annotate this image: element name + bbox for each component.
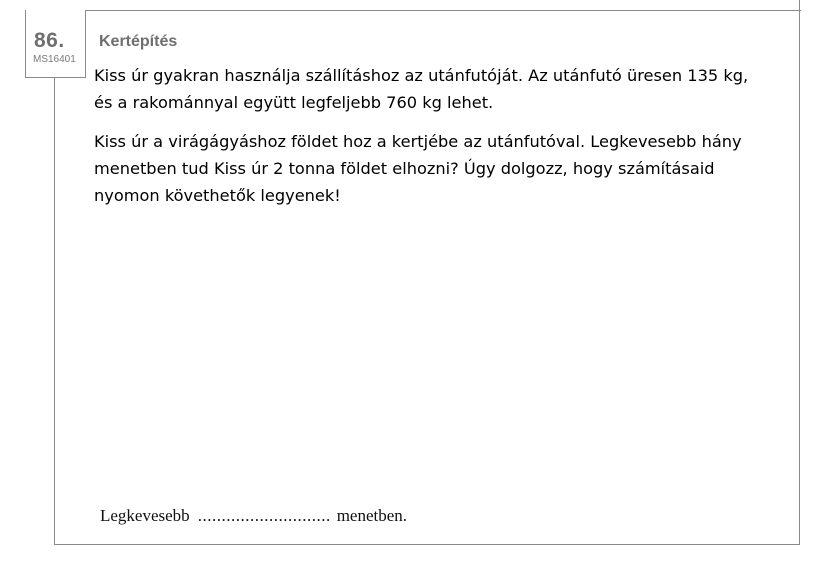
answer-prefix: Legkevesebb bbox=[100, 506, 190, 525]
paragraph-2-line-2: menetben tud Kiss úr 2 tonna földet elhozni? Úgy dolgozz, hogy számításaid bbox=[94, 159, 715, 178]
task-code: MS16401 bbox=[33, 54, 76, 65]
task-number: 86. bbox=[34, 29, 65, 52]
frame-left-border bbox=[54, 78, 55, 545]
question-paragraph-2 bbox=[94, 128, 794, 209]
paragraph-1-line-1: Kiss úr gyakran használja szállításhoz az utánfutóját. Az utánfutó üresen 135 kg, bbox=[94, 66, 749, 85]
frame-right-border bbox=[799, 0, 800, 545]
paragraph-2-line-1: Kiss úr a virágágyáshoz földet hoz a kertjébe az utánfutóval. Legkevesebb hány bbox=[94, 132, 742, 151]
question-paragraph-1 bbox=[94, 62, 794, 116]
frame-bottom-border bbox=[54, 544, 800, 545]
answer-line bbox=[100, 506, 407, 526]
paragraph-2-line-3: nyomon követhetők legyenek! bbox=[94, 186, 341, 205]
task-title: Kertépítés bbox=[99, 33, 178, 50]
answer-blank[interactable]: ............................ bbox=[197, 506, 331, 525]
paragraph-1-line-2: és a rakománnyal együtt legfeljebb 760 kg lehet. bbox=[94, 93, 494, 112]
answer-suffix: menetben. bbox=[336, 506, 408, 525]
frame-top-border bbox=[86, 10, 801, 11]
